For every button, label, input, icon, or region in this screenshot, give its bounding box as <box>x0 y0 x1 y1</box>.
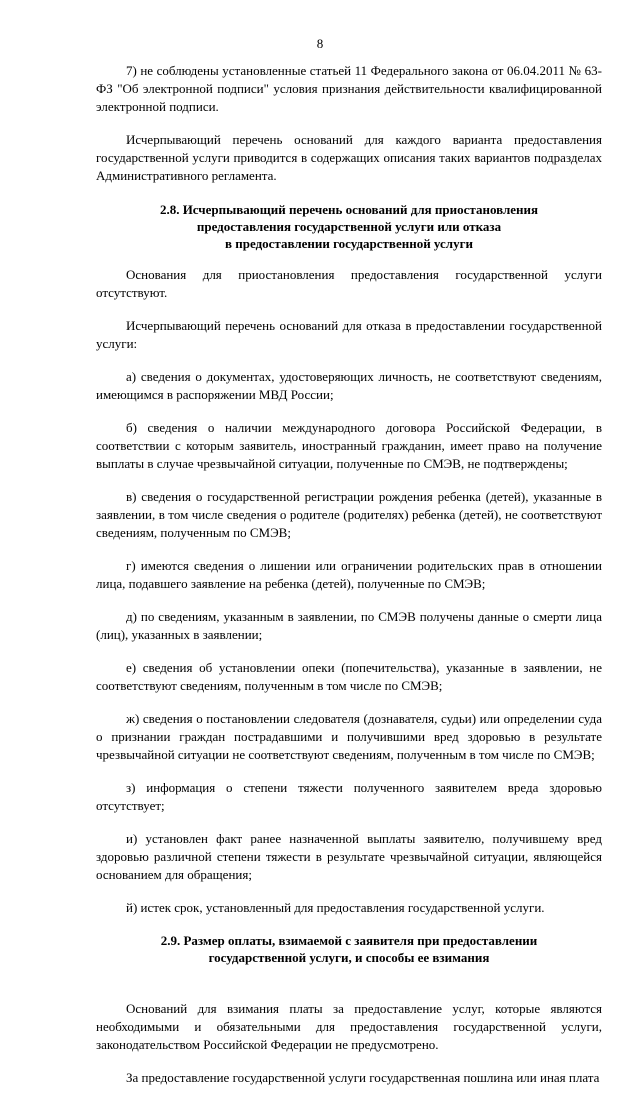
section-2-9-heading-line: 2.9. Размер оплаты, взимаемой с заявителя при предоставлении <box>160 933 538 948</box>
section-2-8-heading <box>96 201 602 252</box>
section-2-9-heading-line: государственной услуги, и способы ее взимания <box>208 950 490 965</box>
list-item-i: и) установлен факт ранее назначенной выплаты заявителю, получившему вред здоровью различной степени тяжести в результате чрезвычайной ситуации, являющейся основанием для обращения; <box>96 831 602 882</box>
paragraph-grounds-list-reference: Исчерпывающий перечень оснований для каждого варианта предоставления государственной услуги приводится в содержащих описания таких вариантов подразделах Административного регламента. <box>96 132 602 183</box>
page-number: 8 <box>316 36 324 51</box>
paragraph-no-suspension-grounds: Основания для приостановления предоставления государственной услуги отсутствуют. <box>96 267 602 300</box>
list-item-iy: й) истек срок, установленный для предоставления государственной услуги. <box>126 900 545 915</box>
list-item-b: б) сведения о наличии международного договора Российской Федерации, в соответствии с которым заявитель, иностранный гражданин, имеет право на получение выплаты в случае чрезвычайной ситуации, полученные по СМЭВ, не подтверждены; <box>96 420 602 471</box>
list-item-z: з) информация о степени тяжести полученного заявителем вреда здоровью отсутствует; <box>96 780 602 813</box>
list-item-a: а) сведения о документах, удостоверяющих личность, не соответствуют сведениям, имеющимся в распоряжении МВД России; <box>96 369 602 402</box>
paragraph-state-fee: За предоставление государственной услуги государственная пошлина или иная плата <box>126 1070 600 1085</box>
list-item-e: е) сведения об установлении опеки (попечительства), указанные в заявлении, не соответствуют сведениям, полученным в том числе по СМЭВ; <box>96 660 602 693</box>
section-2-9-heading <box>96 932 602 966</box>
list-item-zh: ж) сведения о постановлении следователя (дознавателя, судьи) или определении суда о признании граждан пострадавшими и получившими вред здоровью в результате чрезвычайной ситуации не соответствуют сведениям, полученным в том числе по СМЭВ; <box>96 711 602 762</box>
section-2-8-heading-line: предоставления государственной услуги или отказа <box>196 219 502 234</box>
paragraph-no-fee-grounds: Оснований для взимания платы за предоставление услуг, которые являются необходимыми и обязательными для предоставления государственной услуги, законодательством Российской Федерации не предусмотрено. <box>96 1001 602 1052</box>
list-item-g: г) имеются сведения о лишении или ограничении родительских прав в отношении лица, подавшего заявление на ребенка (детей), полученные по СМЭВ; <box>96 558 602 591</box>
list-item-d: д) по сведениям, указанным в заявлении, по СМЭВ получены данные о смерти лица (лиц), указанных в заявлении; <box>96 609 602 642</box>
list-item-v: в) сведения о государственной регистрации рождения ребенка (детей), указанные в заявлении, в том числе сведения о родителе (родителях) ребенка (детей), не соответствуют сведениям, полученным по СМЭВ; <box>96 489 602 540</box>
page-content <box>96 62 602 1102</box>
section-2-8-heading-line: 2.8. Исчерпывающий перечень оснований для приостановления <box>159 202 539 217</box>
paragraph-invalid-signature: 7) не соблюдены установленные статьей 11 Федерального закона от 06.04.2011 № 63-ФЗ "Об электронной подписи" условия признания действительности квалифицированной электронной подписи. <box>96 63 602 114</box>
paragraph-refusal-grounds-intro: Исчерпывающий перечень оснований для отказа в предоставлении государственной услуги: <box>96 318 602 351</box>
section-2-8-heading-line: в предоставлении государственной услуги <box>224 236 473 251</box>
